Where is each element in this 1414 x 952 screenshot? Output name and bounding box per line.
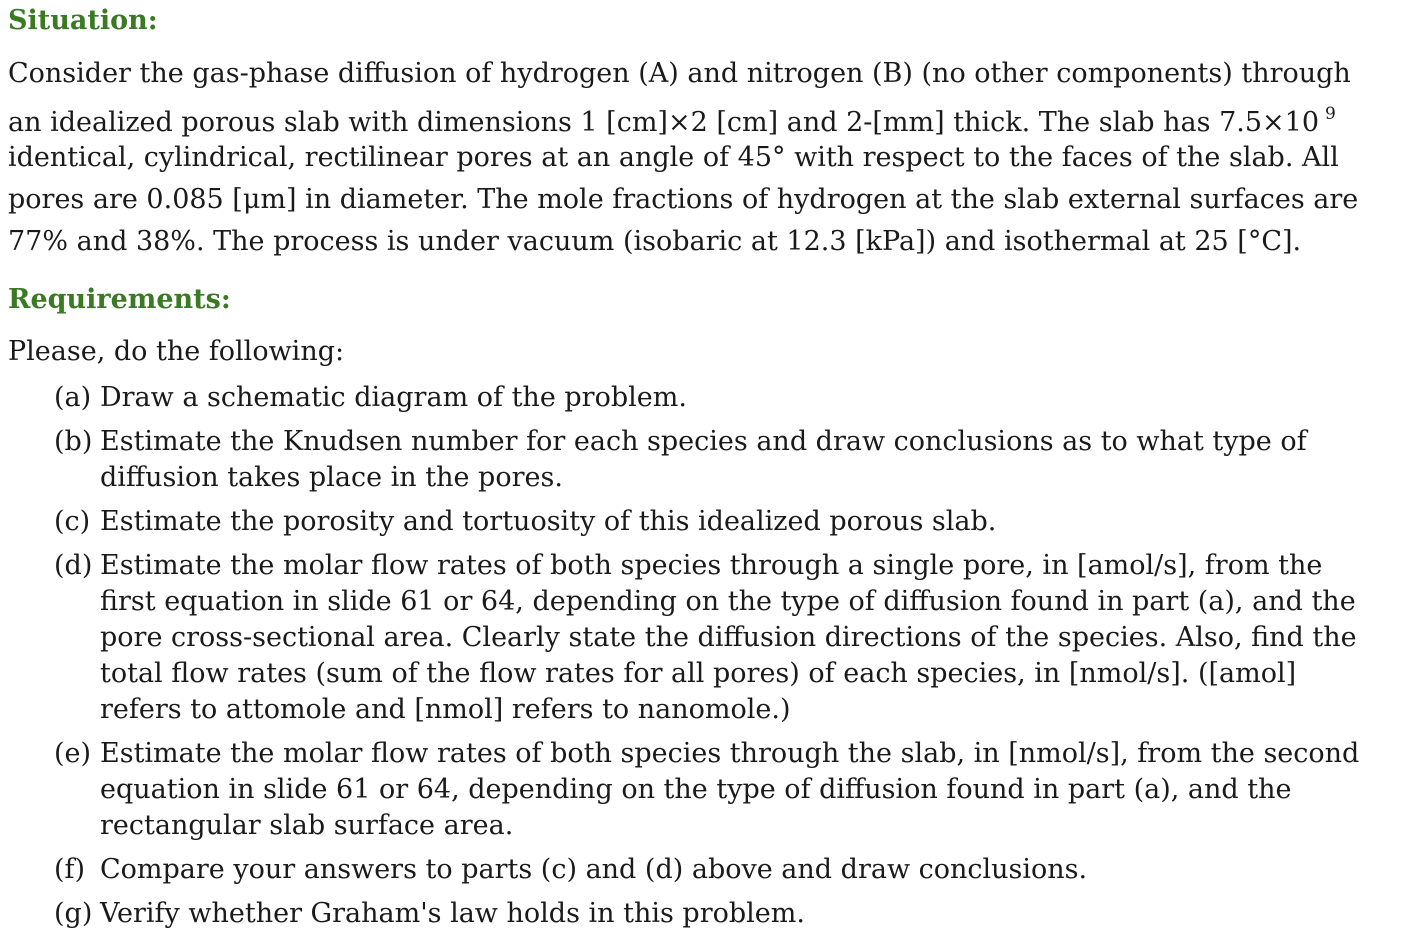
requirement-item-a	[54, 380, 1394, 416]
requirements-list	[54, 380, 1394, 932]
requirement-letter: (g)	[54, 898, 93, 929]
requirement-item-b	[54, 424, 1394, 496]
requirement-text-line: refers to attomole and [nmol] refers to nanomole.)	[100, 694, 791, 725]
requirement-text	[100, 424, 1394, 496]
situation-line-2	[8, 99, 1336, 140]
requirement-text	[100, 380, 1394, 416]
requirement-text	[100, 504, 1394, 540]
requirement-text-line: Estimate the molar flow rates of both species through the slab, in [nmol/s], from the second	[100, 738, 1360, 769]
requirement-letter: (b)	[54, 426, 93, 457]
requirement-text-line: Estimate the molar flow rates of both species through a single pore, in [amol/s], from the	[100, 550, 1323, 581]
pore-count-exponent: 9	[1325, 104, 1336, 124]
requirement-text-line: diffusion takes place in the pores.	[100, 462, 563, 493]
requirement-text-line: pore cross-sectional area. Clearly state the diffusion directions of the species. Also, find the	[100, 622, 1357, 653]
requirements-intro: Please, do the following:	[8, 336, 345, 367]
requirement-item-e	[54, 736, 1394, 844]
situation-line-5: 77% and 38%. The process is under vacuum (isobaric at 12.3 [kPa]) and isothermal at 25 [°C].	[8, 226, 1302, 257]
situation-line-4: pores are 0.085 [μm] in diameter. The mole fractions of hydrogen at the slab external surfaces are	[8, 184, 1359, 215]
requirement-text-line: Compare your answers to parts (c) and (d) above and draw conclusions.	[100, 854, 1088, 885]
requirement-text-line: rectangular slab surface area.	[100, 810, 514, 841]
requirement-letter: (d)	[54, 550, 93, 581]
situation-line-1: Consider the gas-phase diffusion of hydrogen (A) and nitrogen (B) (no other components) through	[8, 58, 1351, 89]
situation-line-2-text: an idealized porous slab with dimensions 1 [cm]×2 [cm] and 2-[mm] thick. The slab has 7.5×10	[8, 107, 1320, 138]
requirement-letter: (f)	[54, 854, 86, 885]
situation-line-3: identical, cylindrical, rectilinear pores at an angle of 45° with respect to the faces of the slab. All	[8, 142, 1339, 173]
requirement-text-line: equation in slide 61 or 64, depending on the type of diffusion found in part (a), and the	[100, 774, 1292, 805]
requirement-text	[100, 896, 1394, 932]
requirement-text-line: Draw a schematic diagram of the problem.	[100, 382, 687, 413]
requirement-item-c	[54, 504, 1394, 540]
requirement-letter: (a)	[54, 382, 92, 413]
requirement-letter: (e)	[54, 738, 92, 769]
requirement-text-line: Estimate the porosity and tortuosity of this idealized porous slab.	[100, 506, 997, 537]
requirement-text	[100, 736, 1394, 844]
requirements-heading: Requirements:	[8, 284, 231, 315]
requirement-item-d	[54, 548, 1394, 728]
requirement-text-line: first equation in slide 61 or 64, depending on the type of diffusion found in part (a), and the	[100, 586, 1356, 617]
requirement-text	[100, 548, 1394, 728]
requirement-text-line: total flow rates (sum of the flow rates for all pores) of each species, in [nmol/s]. ([amol]	[100, 658, 1297, 689]
requirement-text-line: Estimate the Knudsen number for each species and draw conclusions as to what type of	[100, 426, 1307, 457]
requirement-text	[100, 852, 1394, 888]
requirement-text-line: Verify whether Graham's law holds in this problem.	[100, 898, 805, 929]
requirement-letter: (c)	[54, 506, 91, 537]
requirement-item-f	[54, 852, 1394, 888]
situation-heading: Situation:	[8, 5, 158, 36]
requirement-item-g	[54, 896, 1394, 932]
